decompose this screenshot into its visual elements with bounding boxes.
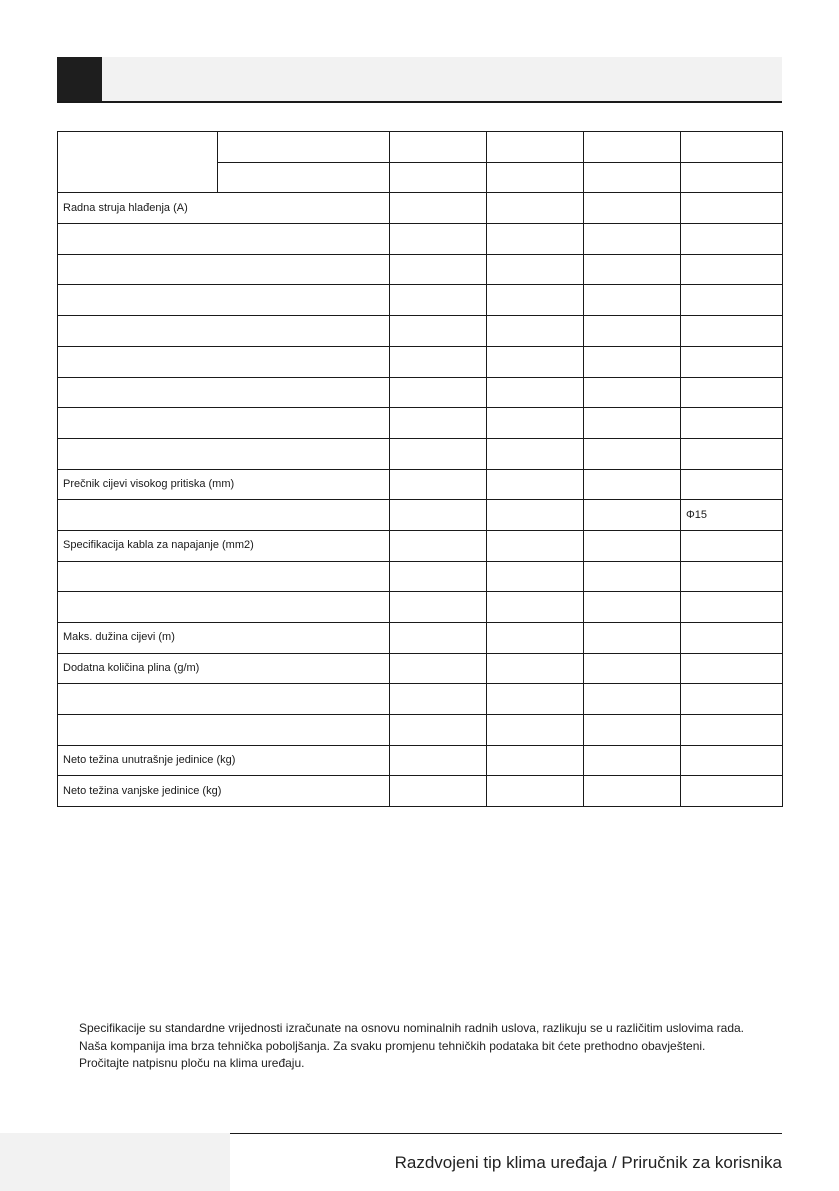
row-value (487, 193, 584, 224)
row-value (390, 500, 487, 531)
table-row (58, 715, 783, 746)
row-value (390, 438, 487, 469)
row-value (487, 254, 584, 285)
table-header-row (58, 132, 783, 163)
row-value (487, 592, 584, 623)
section-number-block (57, 57, 102, 101)
row-value (584, 653, 681, 684)
row-value (584, 623, 681, 654)
row-value (487, 745, 584, 776)
row-value (681, 193, 783, 224)
row-value (390, 684, 487, 715)
row-value (487, 438, 584, 469)
row-value (487, 316, 584, 347)
table-row (58, 408, 783, 439)
row-value (487, 408, 584, 439)
footer-page-block (0, 1133, 230, 1191)
table-row (58, 745, 783, 776)
row-label: Prečnik cijevi visokog pritiska (mm) (58, 469, 390, 500)
header-cell (681, 162, 783, 193)
row-label (58, 285, 390, 316)
row-value (584, 254, 681, 285)
row-value (390, 193, 487, 224)
row-value (487, 715, 584, 746)
row-label: Specifikacija kabla za napajanje (mm2) (58, 530, 390, 561)
footer-divider (230, 1133, 782, 1134)
table-row (58, 254, 783, 285)
row-label (58, 684, 390, 715)
row-value (681, 408, 783, 439)
row-value (487, 623, 584, 654)
row-value (584, 684, 681, 715)
row-value (390, 715, 487, 746)
row-value (584, 715, 681, 746)
table-row (58, 469, 783, 500)
row-value (681, 745, 783, 776)
row-label: Maks. dužina cijevi (m) (58, 623, 390, 654)
row-value (487, 561, 584, 592)
table-row (58, 285, 783, 316)
row-label (58, 346, 390, 377)
row-value (681, 469, 783, 500)
table-row (58, 316, 783, 347)
row-value (584, 561, 681, 592)
row-value (681, 561, 783, 592)
header-corner-cell (58, 132, 218, 193)
row-label (58, 592, 390, 623)
row-label: Dodatna količina plina (g/m) (58, 653, 390, 684)
row-value (390, 776, 487, 807)
row-value (390, 561, 487, 592)
section-header-bar (57, 57, 782, 103)
row-value (584, 346, 681, 377)
row-value (390, 316, 487, 347)
footer-title: Razdvojeni tip klima uređaja / Priručnik za korisnika (394, 1153, 782, 1172)
row-value (681, 530, 783, 561)
row-label (58, 438, 390, 469)
row-value (681, 254, 783, 285)
header-cell (681, 132, 783, 163)
row-value (681, 653, 783, 684)
table-row (58, 776, 783, 807)
row-value (584, 285, 681, 316)
header-cell (487, 132, 584, 163)
table-row (58, 346, 783, 377)
row-value (487, 377, 584, 408)
header-cell (584, 162, 681, 193)
row-value (487, 500, 584, 531)
row-label (58, 224, 390, 255)
row-value (487, 469, 584, 500)
row-value (487, 776, 584, 807)
table-row (58, 561, 783, 592)
row-value (584, 316, 681, 347)
table-row (58, 623, 783, 654)
row-value (584, 530, 681, 561)
row-label: Neto težina unutrašnje jedinice (kg) (58, 745, 390, 776)
row-label (58, 500, 390, 531)
table-row (58, 224, 783, 255)
row-label (58, 316, 390, 347)
row-value (390, 254, 487, 285)
header-cell (584, 132, 681, 163)
table-row (58, 684, 783, 715)
row-value (681, 623, 783, 654)
row-value (681, 316, 783, 347)
row-value (390, 408, 487, 439)
row-value (681, 377, 783, 408)
row-value (681, 438, 783, 469)
row-value (681, 592, 783, 623)
note-line: Naša kompanija ima brza tehnička poboljšanja. Za svaku promjenu tehničkih podataka bit ćete prethodno obavješteni. (79, 1038, 706, 1053)
header-cell (218, 132, 390, 163)
row-value (584, 592, 681, 623)
row-value (487, 653, 584, 684)
row-value (584, 224, 681, 255)
row-label (58, 561, 390, 592)
row-value (390, 653, 487, 684)
row-value (584, 438, 681, 469)
row-value (584, 469, 681, 500)
row-value (390, 285, 487, 316)
row-value (681, 776, 783, 807)
row-value: Φ15 (681, 500, 783, 531)
row-value (487, 684, 584, 715)
row-value (584, 408, 681, 439)
row-value (390, 592, 487, 623)
row-value (584, 500, 681, 531)
header-cell (390, 162, 487, 193)
row-value (487, 346, 584, 377)
row-value (390, 530, 487, 561)
table-row (58, 592, 783, 623)
row-label (58, 715, 390, 746)
row-value (681, 224, 783, 255)
row-value (681, 346, 783, 377)
header-cell (487, 162, 584, 193)
row-value (681, 715, 783, 746)
table-row (58, 193, 783, 224)
row-label (58, 254, 390, 285)
row-value (390, 377, 487, 408)
row-label (58, 408, 390, 439)
header-cell (390, 132, 487, 163)
table-row (58, 438, 783, 469)
row-value (390, 224, 487, 255)
row-value (584, 776, 681, 807)
row-value (390, 469, 487, 500)
row-value (584, 377, 681, 408)
row-value (584, 745, 681, 776)
row-value (390, 346, 487, 377)
row-value (390, 623, 487, 654)
row-value (390, 745, 487, 776)
header-cell (218, 162, 390, 193)
row-label (58, 377, 390, 408)
row-value (584, 193, 681, 224)
note-line: Specifikacije su standardne vrijednosti izračunate na osnovu nominalnih radnih uslova, razlikuju se u različitim uslovima rada. (79, 1021, 745, 1035)
spec-notes (79, 1020, 789, 1073)
table-row (58, 653, 783, 684)
table-row (58, 500, 783, 531)
note-line: Pročitajte natpisnu ploču na klima uređaju. (79, 1056, 305, 1070)
row-value (487, 530, 584, 561)
row-value (681, 285, 783, 316)
table-row (58, 530, 783, 561)
row-value (487, 285, 584, 316)
row-label: Radna struja hlađenja (A) (58, 193, 390, 224)
spec-table (57, 131, 783, 807)
table-row (58, 377, 783, 408)
row-value (487, 224, 584, 255)
row-value (681, 684, 783, 715)
row-label: Neto težina vanjske jedinice (kg) (58, 776, 390, 807)
